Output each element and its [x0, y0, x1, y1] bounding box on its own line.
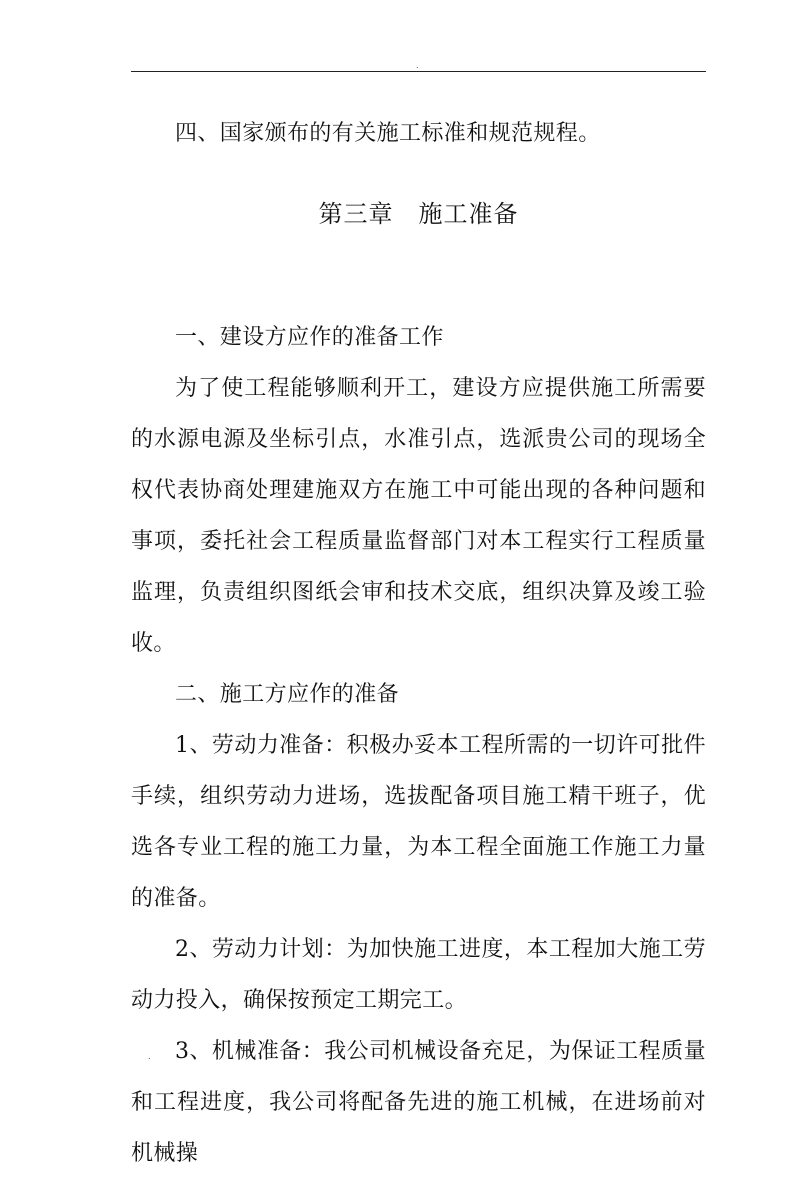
- labor-plan-paragraph: 2、劳动力计划：为加快施工进度，本工程加大施工劳动力投入，确保按预定工期完工。: [131, 937, 706, 1013]
- section-one-heading: 一、建设方应作的准备工作: [175, 325, 444, 350]
- section-two-heading: 二、施工方应作的准备: [175, 682, 400, 707]
- footer-mark: .: [148, 1052, 151, 1061]
- machinery-preparation-paragraph: 3、机械准备：我公司机械设备充足，为保证工程质量和工程进度，我公司将配备先进的施工机械，在进场前对机械操: [131, 1039, 706, 1166]
- header-mark: .: [416, 61, 419, 70]
- item-four-paragraph: 四、国家颁布的有关施工标准和规范规程。: [175, 121, 601, 146]
- section-one-paragraph: 为了使工程能够顺利开工，建设方应提供施工所需要的水源电源及坐标引点，水准引点，选派贵公司的现场全权代表协商处理建施双方在施工中可能出现的各种问题和事项，委托社会工程质量监督部门对本工程实行工程质量监理，负责组织图纸会审和技术交底，组织决算及竣工验收。: [131, 376, 706, 656]
- header-rule: [131, 71, 706, 72]
- document-body: [131, 108, 706, 1179]
- labor-preparation-paragraph: 1、劳动力准备：积极办妥本工程所需的一切许可批件手续，组织劳动力进场，选拔配备项目施工精干班子，优选各专业工程的施工力量，为本工程全面施工作施工力量的准备。: [131, 733, 706, 911]
- chapter-title: 第三章 施工准备: [318, 200, 519, 228]
